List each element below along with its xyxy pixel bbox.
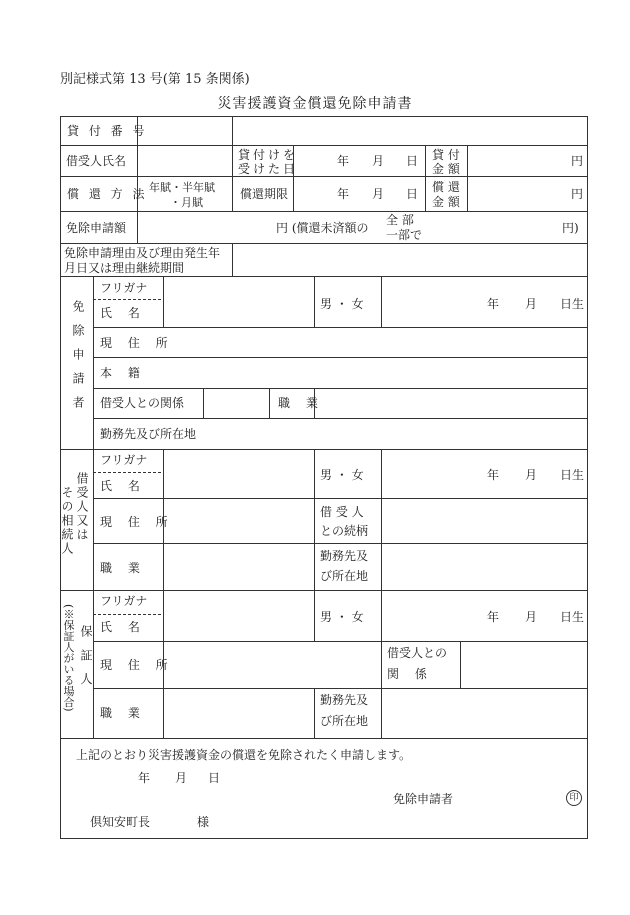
loan-date-month: 月 — [372, 154, 385, 168]
guarantor-gender: 男 ・ 女 — [320, 610, 364, 624]
repay-amount-label-1: 償 還 — [432, 180, 460, 194]
loan-date-label-2: 受けた日 — [238, 162, 299, 176]
borrower-name-label: 借受人氏名 — [66, 154, 127, 168]
repay-deadline-month: 月 — [372, 187, 385, 201]
applicant-birth-day: 日生 — [560, 297, 585, 311]
reason-label-1: 免除申請理由及び理由発生年 — [64, 246, 221, 260]
applicant-group-label: 免除申請者 — [71, 300, 85, 420]
heir-group-label-1: 借受人又は — [75, 472, 89, 542]
repay-method-label: 償 還 方 法 — [67, 187, 148, 201]
guarantor-workplace-label-2: び所在地 — [320, 714, 369, 728]
heir-group-label-2: その相続人 — [60, 486, 74, 556]
guarantor-group-label-2: (※保証人がいる場合) — [62, 604, 75, 712]
applicant-occupation-label: 職 業 — [278, 396, 324, 410]
exemption-all: 全 部 — [386, 213, 414, 227]
guarantor-group-label-1: 保 証 人 — [79, 625, 93, 689]
loan-date-label-1: 貸付けを — [238, 148, 299, 162]
applicant-name-label: 氏 名 — [100, 306, 146, 320]
footer-sama: 様 — [197, 815, 210, 829]
repay-amount-yen: 円 — [571, 187, 584, 201]
repay-method-value-2: ・月賦 — [170, 196, 203, 209]
seal-mark: 印 — [566, 790, 582, 806]
footer-addressee: 倶知安町長 — [90, 815, 151, 829]
form-number: 別記様式第 13 号(第 15 条関係) — [60, 72, 250, 87]
guarantor-furigana-label: フリガナ — [100, 594, 148, 608]
applicant-address-label: 現 住 所 — [100, 336, 174, 350]
applicant-workplace-label: 勤務先及び所在地 — [100, 427, 197, 441]
heir-workplace-label-2: び所在地 — [320, 569, 369, 583]
heir-birth-day: 日生 — [560, 468, 585, 482]
repay-deadline-label: 償還期限 — [240, 187, 289, 201]
loan-amount-label-2: 金 額 — [432, 162, 460, 176]
heir-gender: 男 ・ 女 — [320, 468, 364, 482]
loan-date-year: 年 — [337, 154, 350, 168]
heir-birth-month: 月 — [525, 468, 538, 482]
loan-date-day: 日 — [406, 154, 419, 168]
applicant-furigana-label: フリガナ — [100, 281, 148, 295]
footer-statement: 上記のとおり災害援護資金の償還を免除されたく申請します。 — [76, 748, 412, 762]
loan-amount-yen: 円 — [571, 154, 584, 168]
heir-occupation-label: 職 業 — [100, 561, 146, 575]
heir-relation-label-1: 借 受 人 — [320, 505, 364, 519]
heir-workplace-label-1: 勤務先及 — [320, 549, 369, 563]
footer-year: 年 — [138, 771, 151, 785]
guarantor-birth-month: 月 — [525, 610, 538, 624]
guarantor-occupation-label: 職 業 — [100, 706, 146, 720]
exemption-part: 一部で — [386, 228, 423, 242]
exemption-amount-middle: 円 (償還未済額の — [276, 221, 369, 235]
repay-amount-label-2: 金 額 — [432, 195, 460, 209]
heir-furigana-label: フリガナ — [100, 453, 148, 467]
form-title: 災害援護資金償還免除申請書 — [217, 96, 413, 112]
heir-birth-year: 年 — [487, 468, 500, 482]
reason-label-2: 月日又は理由継続期間 — [64, 261, 185, 275]
guarantor-relation-label-1: 借受人との — [387, 646, 448, 660]
guarantor-address-label: 現 住 所 — [100, 658, 174, 672]
heir-relation-label-2: との続柄 — [320, 524, 369, 538]
heir-address-label: 現 住 所 — [100, 515, 174, 529]
heir-name-label: 氏 名 — [100, 479, 146, 493]
loan-number-label: 貸 付 番 号 — [67, 124, 148, 138]
guarantor-name-label: 氏 名 — [100, 620, 146, 634]
applicant-birth-year: 年 — [487, 297, 500, 311]
applicant-birth-month: 月 — [525, 297, 538, 311]
footer-applicant-label: 免除申請者 — [393, 792, 454, 806]
repay-deadline-day: 日 — [406, 187, 419, 201]
guarantor-relation-label-2: 関 係 — [387, 667, 433, 681]
guarantor-birth-year: 年 — [487, 610, 500, 624]
footer-day: 日 — [208, 771, 221, 785]
applicant-gender: 男 ・ 女 — [320, 297, 364, 311]
footer-month: 月 — [175, 771, 188, 785]
guarantor-birth-day: 日生 — [560, 610, 585, 624]
repay-deadline-year: 年 — [337, 187, 350, 201]
guarantor-workplace-label-1: 勤務先及 — [320, 693, 369, 707]
applicant-relation-label: 借受人との関係 — [100, 396, 185, 410]
exemption-amount-end: 円) — [562, 221, 579, 235]
exemption-amount-label: 免除申請額 — [66, 221, 127, 235]
applicant-domicile-label: 本 籍 — [100, 366, 146, 380]
loan-amount-label-1: 貸 付 — [432, 148, 460, 162]
repay-method-value-1: 年賦・半年賦 — [149, 181, 215, 194]
